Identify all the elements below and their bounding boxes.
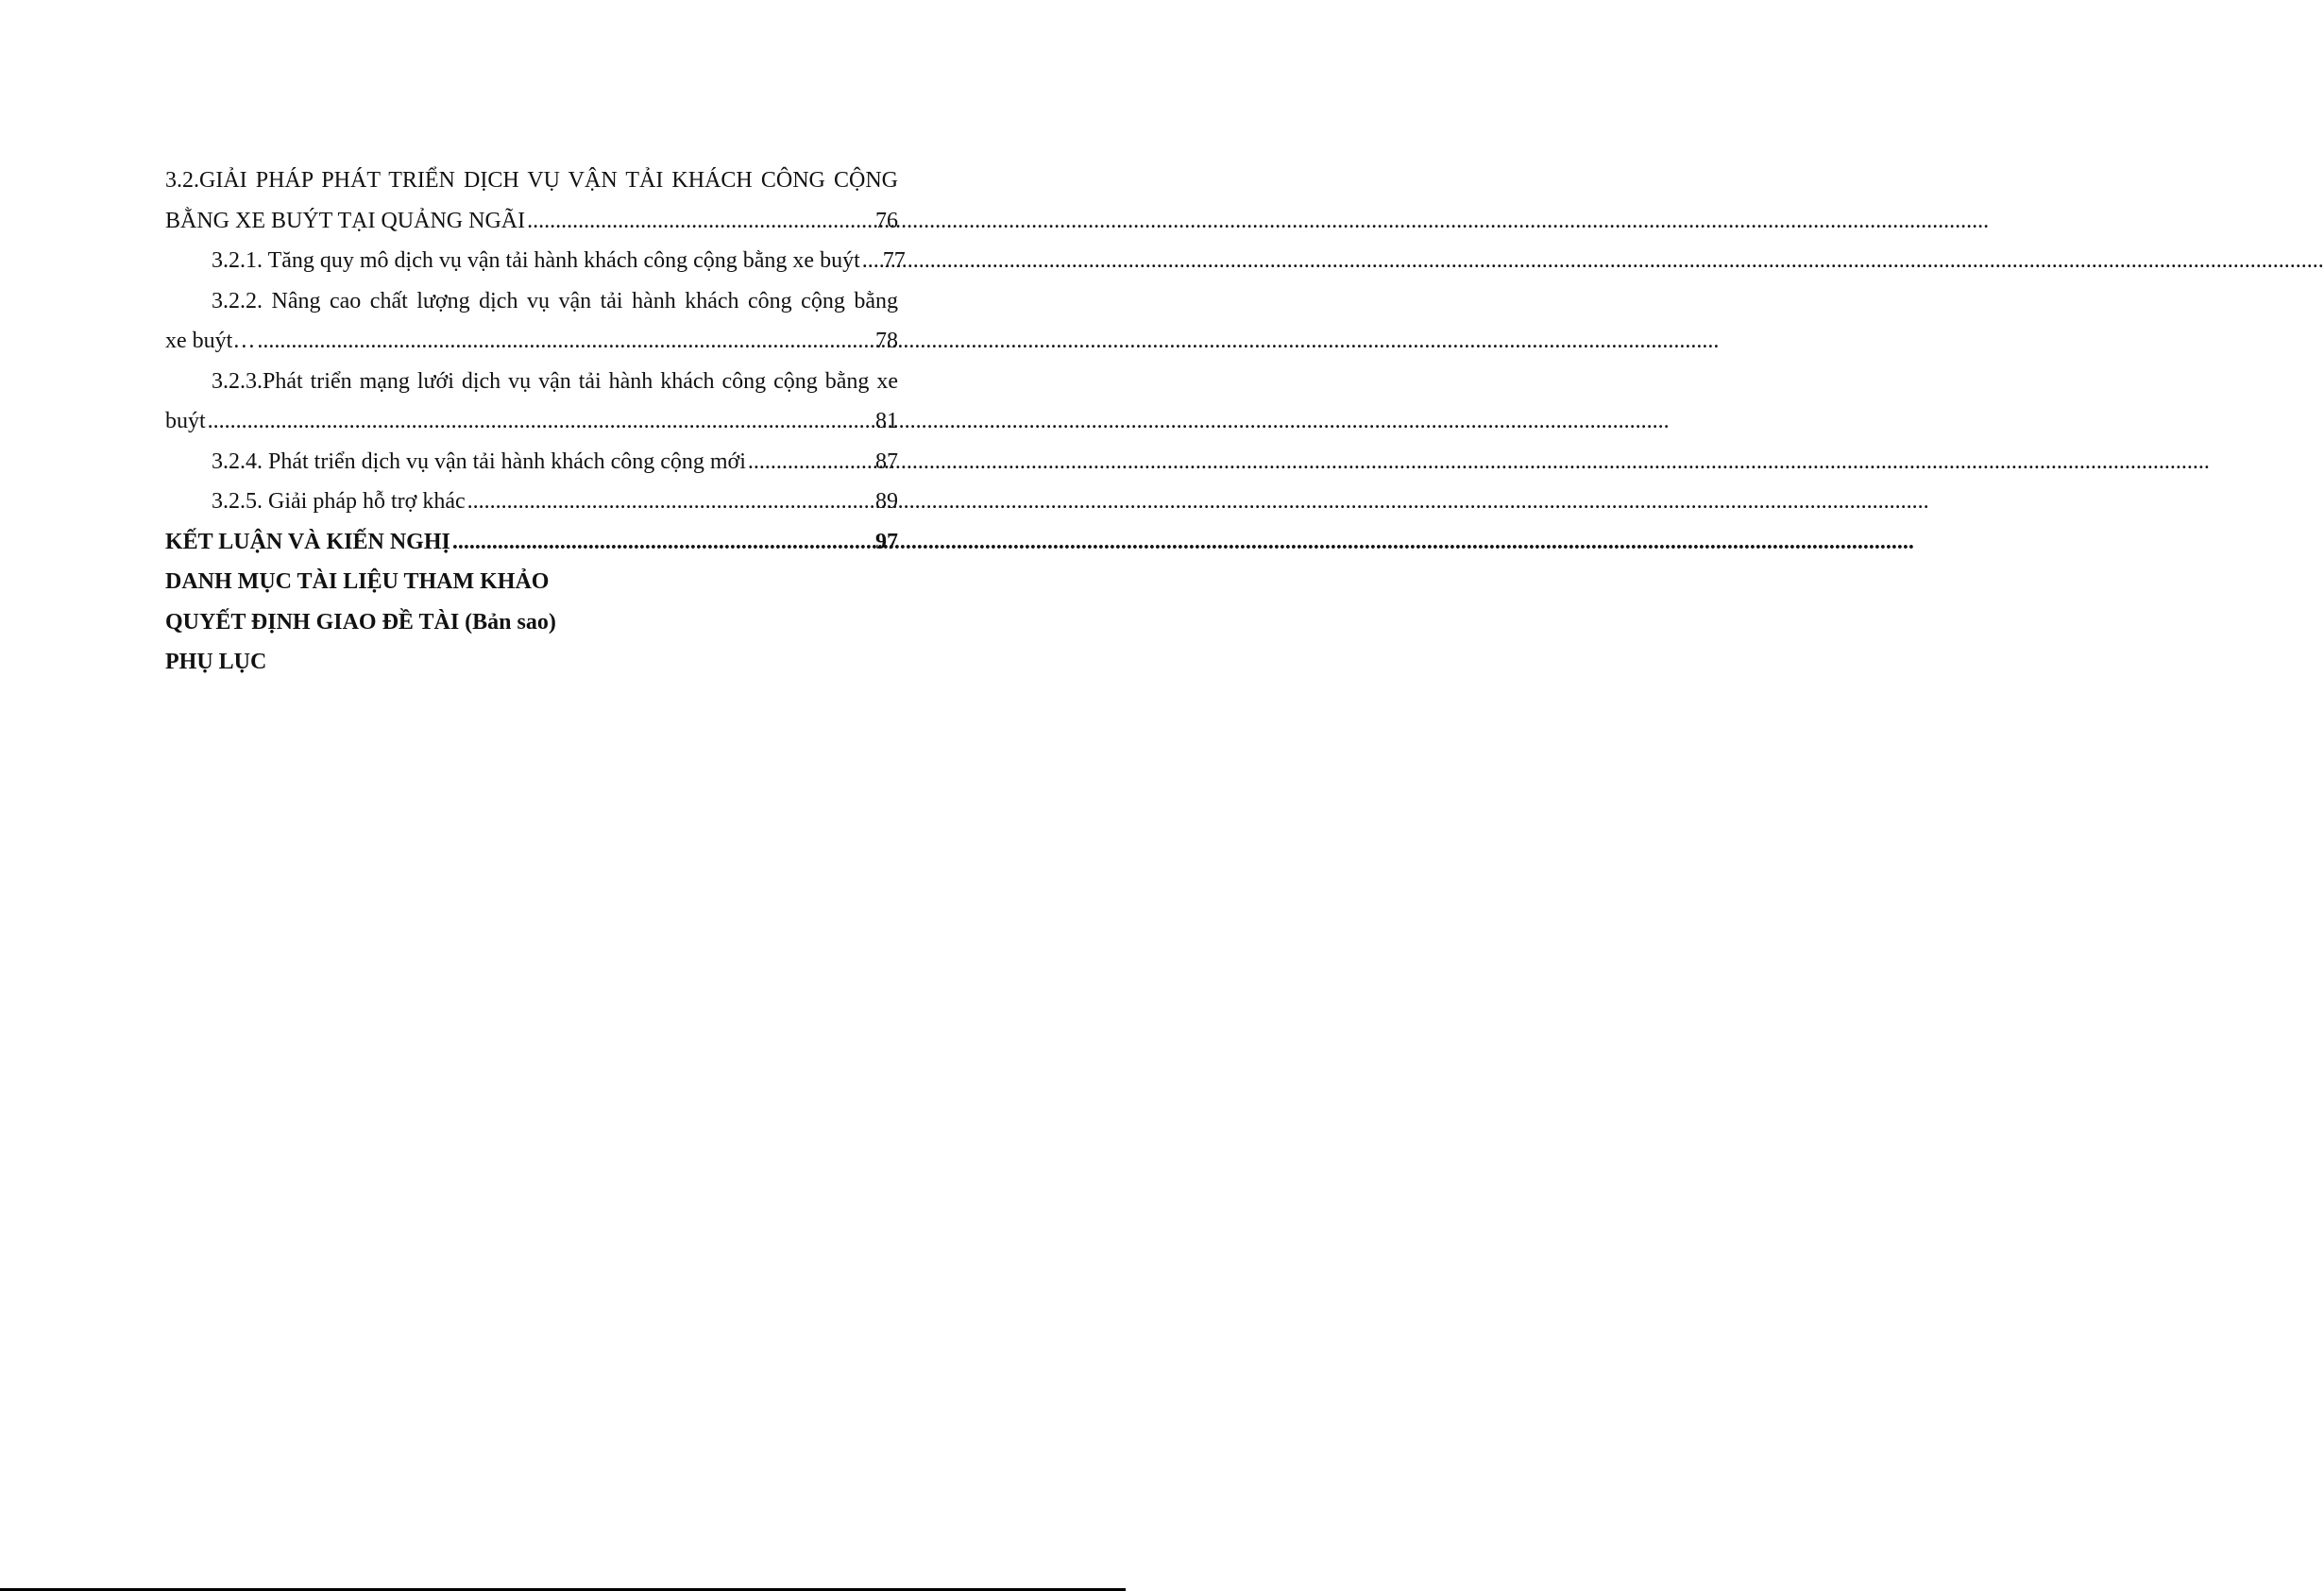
toc-entry-3-2-line-1 bbox=[165, 161, 898, 201]
table-of-contents bbox=[165, 161, 906, 683]
toc-entry-references-title: DANH MỤC TÀI LIỆU THAM KHẢO bbox=[165, 569, 550, 594]
dot-leader bbox=[257, 321, 874, 362]
toc-entry-conclusion-title: KẾT LUẬN VÀ KIẾN NGHỊ bbox=[165, 529, 450, 554]
toc-entry-3-2-3-line-1 bbox=[165, 362, 898, 402]
toc-entry-3-2-4-page: 87 bbox=[875, 449, 898, 474]
toc-entry-3-2-5-page: 89 bbox=[875, 489, 898, 514]
dot-leader bbox=[467, 482, 874, 522]
dot-leader bbox=[862, 241, 881, 281]
toc-entry-3-2-title-part-2: BẰNG XE BUÝT TẠI QUẢNG NGÃI bbox=[165, 208, 526, 233]
toc-entry-decision bbox=[165, 602, 898, 643]
toc-entry-3-2-3-title-part-1: 3.2.3.Phát triển mạng lưới dịch vụ vận tải hành khách công cộng bằng xe bbox=[212, 368, 898, 394]
toc-entry-3-2-2-page: 78 bbox=[875, 329, 898, 353]
toc-entry-3-2-2-line-1 bbox=[165, 281, 898, 322]
toc-entry-3-2-4 bbox=[165, 442, 898, 482]
dot-leader bbox=[748, 442, 874, 482]
toc-entry-3-2-5 bbox=[165, 482, 898, 522]
toc-entry-3-2-1 bbox=[165, 241, 906, 281]
toc-entry-3-2-1-title: 3.2.1. Tăng quy mô dịch vụ vận tải hành khách công cộng bằng xe buýt bbox=[212, 248, 860, 273]
toc-entry-3-2-2-line-2 bbox=[165, 321, 898, 362]
toc-entry-3-2-3-line-2 bbox=[165, 401, 898, 442]
toc-entry-3-2-1-page: 77 bbox=[882, 248, 906, 273]
dot-leader bbox=[208, 401, 874, 442]
toc-entry-references bbox=[165, 562, 898, 602]
toc-entry-3-2-3-page: 81 bbox=[875, 409, 898, 433]
dot-leader bbox=[527, 201, 874, 242]
toc-entry-3-2-2-title-part-2: xe buýt… bbox=[165, 329, 256, 353]
toc-entry-3-2-line-2 bbox=[165, 201, 898, 242]
dot-leader bbox=[452, 522, 874, 563]
document-page bbox=[0, 0, 1126, 1591]
toc-entry-3-2-title-part-1: 3.2.GIẢI PHÁP PHÁT TRIỂN DỊCH VỤ VẬN TẢI KHÁCH CÔNG CỘNG bbox=[165, 168, 898, 193]
toc-entry-3-2-4-title: 3.2.4. Phát triển dịch vụ vận tải hành khách công cộng mới bbox=[212, 449, 746, 474]
toc-entry-appendix-title: PHỤ LỤC bbox=[165, 650, 267, 674]
toc-entry-3-2-2-title-part-1: 3.2.2. Nâng cao chất lượng dịch vụ vận tải hành khách công cộng bằng bbox=[212, 288, 898, 313]
toc-entry-3-2-3-title-part-2: buýt bbox=[165, 409, 206, 433]
toc-entry-appendix bbox=[165, 642, 898, 683]
toc-entry-decision-title: QUYẾT ĐỊNH GIAO ĐỀ TÀI (Bản sao) bbox=[165, 609, 556, 635]
toc-entry-conclusion bbox=[165, 522, 898, 563]
toc-entry-3-2-5-title: 3.2.5. Giải pháp hỗ trợ khác bbox=[212, 489, 466, 514]
toc-entry-conclusion-page: 97 bbox=[875, 529, 898, 554]
toc-entry-3-2-page: 76 bbox=[875, 208, 898, 233]
